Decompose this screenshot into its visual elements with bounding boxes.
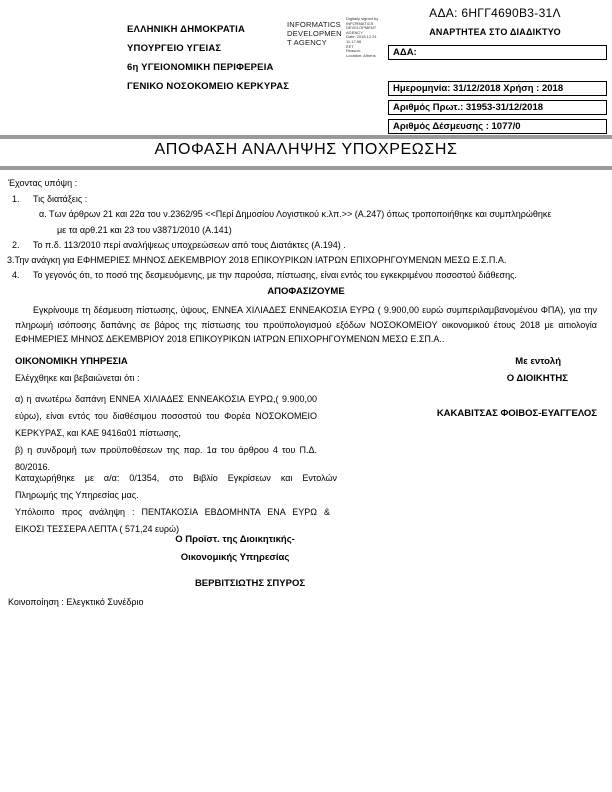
head-title-line-2: Οικονομικής Υπηρεσίας (180, 551, 290, 563)
head-title-line-1: Ο Προϊστ. της Διοικητικής- (175, 534, 295, 545)
decision-paragraph (15, 303, 597, 347)
page-title: ΑΠΟΦΑΣΗ ΑΝΑΛΗΨΗΣ ΥΠΟΧΡΕΩΣΗΣ (154, 141, 458, 158)
digital-signature-detail (346, 17, 390, 58)
by-order-label: Με εντολή (515, 356, 561, 367)
notification-note: Κοινοποίηση : Ελεγκτικό Συνέδριο (8, 597, 144, 607)
verification-b-line-1: β) η συνδρομή των προϋποθέσεων της παρ. 1α του άρθρου 4 του Π.Δ. (15, 445, 317, 455)
stamp-agency-line: T AGENCY (287, 38, 327, 47)
item-number: 1. (12, 194, 20, 204)
issuer-line-region: 6η ΥΓΕΙΟΝΟΜΙΚΗ ΠΕΡΙΦΕΡΕΙΑ (127, 62, 274, 73)
head-of-service-name: ΒΕΡΒΙΤΣΙΩΤΗΣ ΣΠΥΡΟΣ (194, 578, 306, 589)
financial-service-heading: ΟΙΚΟΝΟΜΙΚΗ ΥΠΗΡΕΣΙΑ (15, 356, 128, 367)
stamp-detail-line: EET (346, 43, 354, 49)
balance-line-1: Υπόλοιπο προς ανάληψη : ΠΕΝΤΑΚΟΣΙΑ ΕΒΔΟΜΗΝΤΑ ΕΝΑ ΕΥΡΩ & (15, 507, 330, 517)
decision-line-3: ΕΦΗΜΕΡΙΕΣ ΜΗΝΟΣ ΔΕΚΕΜΒΡΙΟΥ 2018 ΕΠΙΚΟΥΡΙΚΩΝ ΙΑΤΡΩΝ ΕΠΙΧΟΡΗΓΟΥΜΕΝΩΝ ΜΕΣΩ Ε.ΣΠ.Α.. (15, 334, 445, 344)
stamp-agency-line: INFORMATICS (287, 20, 341, 29)
verified-statement: Ελέγχθηκε και βεβαιώνεται ότι : (15, 373, 140, 383)
verification-a-line-2: εύρω), είναι εντός του διαθέσιμου ποσοστού του Φορέα ΝΟΣΟΚΟΜΕΙΟ (15, 411, 317, 421)
issuer-line-ministry: ΥΠΟΥΡΓΕΙΟ ΥΓΕΙΑΣ (127, 43, 222, 54)
register-block (15, 470, 337, 504)
item-text: Το γεγονός ότι, το ποσό της δεσμευόμενης, με την παρούσα, πίστωσης, είναι εντός του εγκεκριμένου ποσοστού διάθεσης. (33, 270, 517, 280)
preamble-item-1a-line-1: α. Των άρθρων 21 και 22α του ν.2362/95 <<Περί Δημοσίου Λογιστικού κ.λπ.>> (Α.247) όπως τροποποιήθηκε και συμπληρώθηκε (39, 209, 552, 219)
internet-publication-note: ΑΝΑΡΤΗΤΕΑ ΣΤΟ ΔΙΑΔΙΚΤΥΟ (429, 27, 561, 37)
title-divider-top (0, 135, 612, 139)
ada-box: ΑΔΑ: (388, 45, 607, 60)
commitment-number-box: Αριθμός Δέσμευσης : 1077/0 (388, 119, 607, 134)
balance-line-2: ΕΙΚΟΣΙ ΤΕΣΣΕΡΑ ΛΕΠΤΑ ( 571,24 ευρώ) (15, 524, 180, 534)
stamp-detail-line: Location: Athens (346, 52, 376, 58)
stamp-detail-line: INFORMATICS (346, 20, 374, 26)
register-line-1: Καταχωρήθηκε με α/α: 0/1354, στο Βιβλίο Εγκρίσεων και Εντολών (15, 473, 337, 483)
decision-line-2: πληρωμή ισόποσης δαπάνης σε βάρος της πίστωσης του προϋπολογισμού εξόδων ΝΟΣΟΚΟΜΕΙΟΥ οικονομικού έτους 2018 με αιτιολογία (15, 319, 597, 330)
commander-title: Ο ΔΙΟΙΚΗΤΗΣ (506, 373, 568, 384)
commander-name: ΚΑΚΑΒΙΤΣΑΣ ΦΟΙΒΟΣ-ΕΥΑΓΓΕΛΟΣ (436, 408, 597, 419)
preamble-item-4 (12, 270, 602, 281)
preamble-item-1a-line-2: με τα αρθ.21 και 23 του ν3871/2010 (Α.141) (57, 225, 232, 235)
item-text: Το π.δ. 113/2010 περί αναλήψεως υποχρεώσεων από τους Διατάκτες (Α.194) . (33, 240, 346, 250)
issuer-line-country: ΕΛΛΗΝΙΚΗ ΔΗΜΟΚΡΑΤΙΑ (127, 24, 246, 35)
item-number: 2. (12, 240, 20, 250)
item-text: Τις διατάξεις : (33, 194, 88, 204)
stamp-detail-line: DEVELOPMENT AGENCY (346, 25, 377, 35)
verification-a-line-1: α) η ανωτέρω δαπάνη ΕΝΝΕΑ ΧΙΛΙΑΔΕΣ ΕΝΝΕΑΚΟΣΙΑ ΕΥΡΩ,( 9.900,00 (15, 394, 317, 404)
decision-heading: ΑΠΟΦΑΣΙΖΟΥΜΕ (267, 286, 345, 297)
preamble-item-3: 3.Την ανάγκη για ΕΦΗΜΕΡΙΕΣ ΜΗΝΟΣ ΔΕΚΕΜΒΡΙΟΥ 2018 ΕΠΙΚΟΥΡΙΚΩΝ ΙΑΤΡΩΝ ΕΠΙΧΟΡΗΓΟΥΜΕΝΩΝ ΜΕΣΩ Ε.Σ.Π.Α. (7, 255, 507, 265)
protocol-number-box: Αριθμός Πρωτ.: 31953-31/12/2018 (388, 100, 607, 115)
date-box: Ημερομηνία: 31/12/2018 Χρήση : 2018 (388, 81, 607, 96)
preamble-intro: Έχοντας υπόψη : (8, 178, 78, 188)
ada-code: ΑΔΑ: 6ΗΓΓ4690Β3-31Λ (429, 6, 561, 20)
preamble-item-1 (12, 194, 602, 205)
digital-signature-agency (287, 20, 345, 47)
issuing-authority (127, 20, 289, 96)
stamp-detail-line: Reason: (346, 48, 361, 54)
head-of-service-title (120, 531, 350, 566)
verification-b-line-2: 80/2016. (15, 462, 51, 472)
verification-a-line-3: ΚΕΡΚΥΡΑΣ, και ΚΑΕ 9416α01 πίστωσης, (15, 428, 181, 438)
register-line-2: Πληρωμής της Υπηρεσίας μας. (15, 490, 139, 500)
decision-line-1: Εγκρίνουμε τη δέσμευση πίστωσης, ύψους, ΕΝΝΕΑ ΧΙΛΙΑΔΕΣ ΕΝΝΕΑΚΟΣΙΑ ΕΥΡΩ ( 9.900,00 ευρώ συμπεριλαμβανομένου ΦΠΑ), για την (33, 305, 597, 315)
item-number: 4. (12, 270, 20, 280)
stamp-agency-line: DEVELOPMEN (287, 29, 342, 38)
stamp-detail-line: Date: 2018.12.31 11:17:56 (346, 34, 377, 44)
issuer-line-hospital: ΓΕΝΙΚΟ ΝΟΣΟΚΟΜΕΙΟ ΚΕΡΚΥΡΑΣ (127, 81, 290, 92)
stamp-detail-line: Digitally signed by (346, 16, 379, 21)
preamble-item-2 (12, 240, 602, 251)
title-divider-bottom (0, 166, 612, 170)
verification-block (15, 391, 317, 476)
